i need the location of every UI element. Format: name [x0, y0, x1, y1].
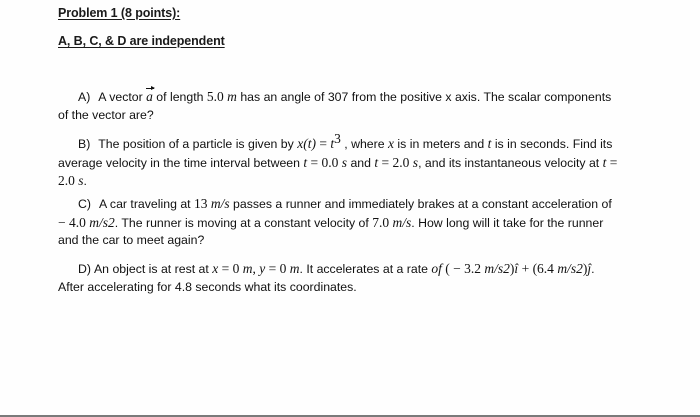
- math-equals: =: [265, 261, 280, 276]
- math-var: x: [388, 136, 394, 152]
- math-plus: +: [518, 261, 530, 276]
- math-unit: m/s: [210, 196, 230, 211]
- math-paren: ): [509, 261, 515, 276]
- math-equals: =: [315, 136, 331, 152]
- math-unit: s: [341, 154, 348, 170]
- text: is in meters and: [394, 137, 488, 152]
- math-unit: m: [289, 261, 300, 276]
- math-equals: =: [218, 261, 233, 276]
- text: . It accelerates at a rate: [299, 262, 432, 276]
- math-var: x: [212, 261, 219, 276]
- math-unit: s: [412, 154, 419, 170]
- math-equals: =: [378, 154, 393, 170]
- math-word: of: [431, 261, 442, 276]
- math-value: (6.4: [529, 261, 558, 276]
- math-value: 5.0: [206, 89, 228, 104]
- math-var: t: [487, 136, 492, 152]
- math-unit: m: [227, 89, 237, 104]
- math-value: 0.0: [321, 154, 342, 170]
- text: has an angle of 307 from the positive x axis. The scalar components of the vector are?: [58, 90, 612, 122]
- math-unit: m: [242, 261, 253, 276]
- vector-a-symbol: a: [146, 89, 153, 104]
- text: . After accelerating for 4.8 seconds what its coordinates.: [58, 262, 595, 294]
- problem-b: [58, 130, 618, 191]
- problem-d: [58, 260, 618, 296]
- text: .: [83, 174, 87, 189]
- math-var: t: [602, 154, 607, 170]
- problem-b-label: B): [78, 137, 91, 152]
- math-value: 0: [279, 261, 290, 276]
- text: . The runner is moving at a constant velocity of: [114, 215, 373, 230]
- unit-vector-j: ĵ: [587, 261, 592, 276]
- math-unit: m/s2: [89, 214, 115, 230]
- math-value: 2.0: [392, 154, 413, 170]
- math-equals: =: [606, 154, 618, 170]
- math-equals: =: [307, 154, 322, 170]
- text: An object is at rest at: [93, 262, 213, 276]
- math-function: x(t): [297, 136, 316, 152]
- math-unit: m/s2: [484, 261, 510, 276]
- problem-a: [58, 88, 618, 124]
- math-exponent: 3: [334, 131, 341, 146]
- text: The position of a particle is given by: [98, 137, 298, 152]
- text: A vector: [98, 90, 147, 104]
- problem-c: [58, 195, 618, 250]
- math-value: 7.0: [372, 214, 393, 230]
- unit-vector-i: î: [514, 261, 519, 276]
- problem-d-label: D): [78, 262, 91, 276]
- text: passes a runner and immediately brakes at a constant acceleration of: [229, 197, 612, 211]
- text: of length: [152, 90, 207, 104]
- math-unit: s: [78, 173, 84, 189]
- problem-title: Problem 1 (8 points):: [58, 6, 181, 20]
- text: , where: [340, 137, 388, 152]
- math-value: 13: [194, 196, 211, 211]
- text: . How long will it take for the runner and the car to meet again?: [58, 215, 604, 247]
- math-unit: m/s2: [557, 261, 583, 276]
- math-var: y: [259, 261, 266, 276]
- math-value: 0: [232, 261, 243, 276]
- math-var: t: [374, 154, 379, 170]
- math-var: t: [303, 154, 308, 170]
- text: , and its instantaneous velocity at: [418, 155, 603, 170]
- math-value: 2.0: [58, 173, 79, 189]
- math-value: − 4.0: [58, 214, 90, 230]
- math-var: t: [330, 136, 335, 152]
- text: and: [347, 155, 375, 170]
- problem-subtitle: A, B, C, & D are independent: [58, 34, 225, 48]
- math-comma: ,: [252, 261, 260, 276]
- text: is in seconds. Find its average velocity in the time interval between: [58, 137, 613, 170]
- math-paren: ): [582, 261, 588, 276]
- problem-c-label: C): [78, 197, 91, 211]
- text: A car traveling at: [98, 197, 194, 211]
- math-unit: m/s: [392, 214, 412, 230]
- math-value: ( − 3.2: [441, 261, 485, 276]
- problem-a-label: A): [78, 90, 91, 104]
